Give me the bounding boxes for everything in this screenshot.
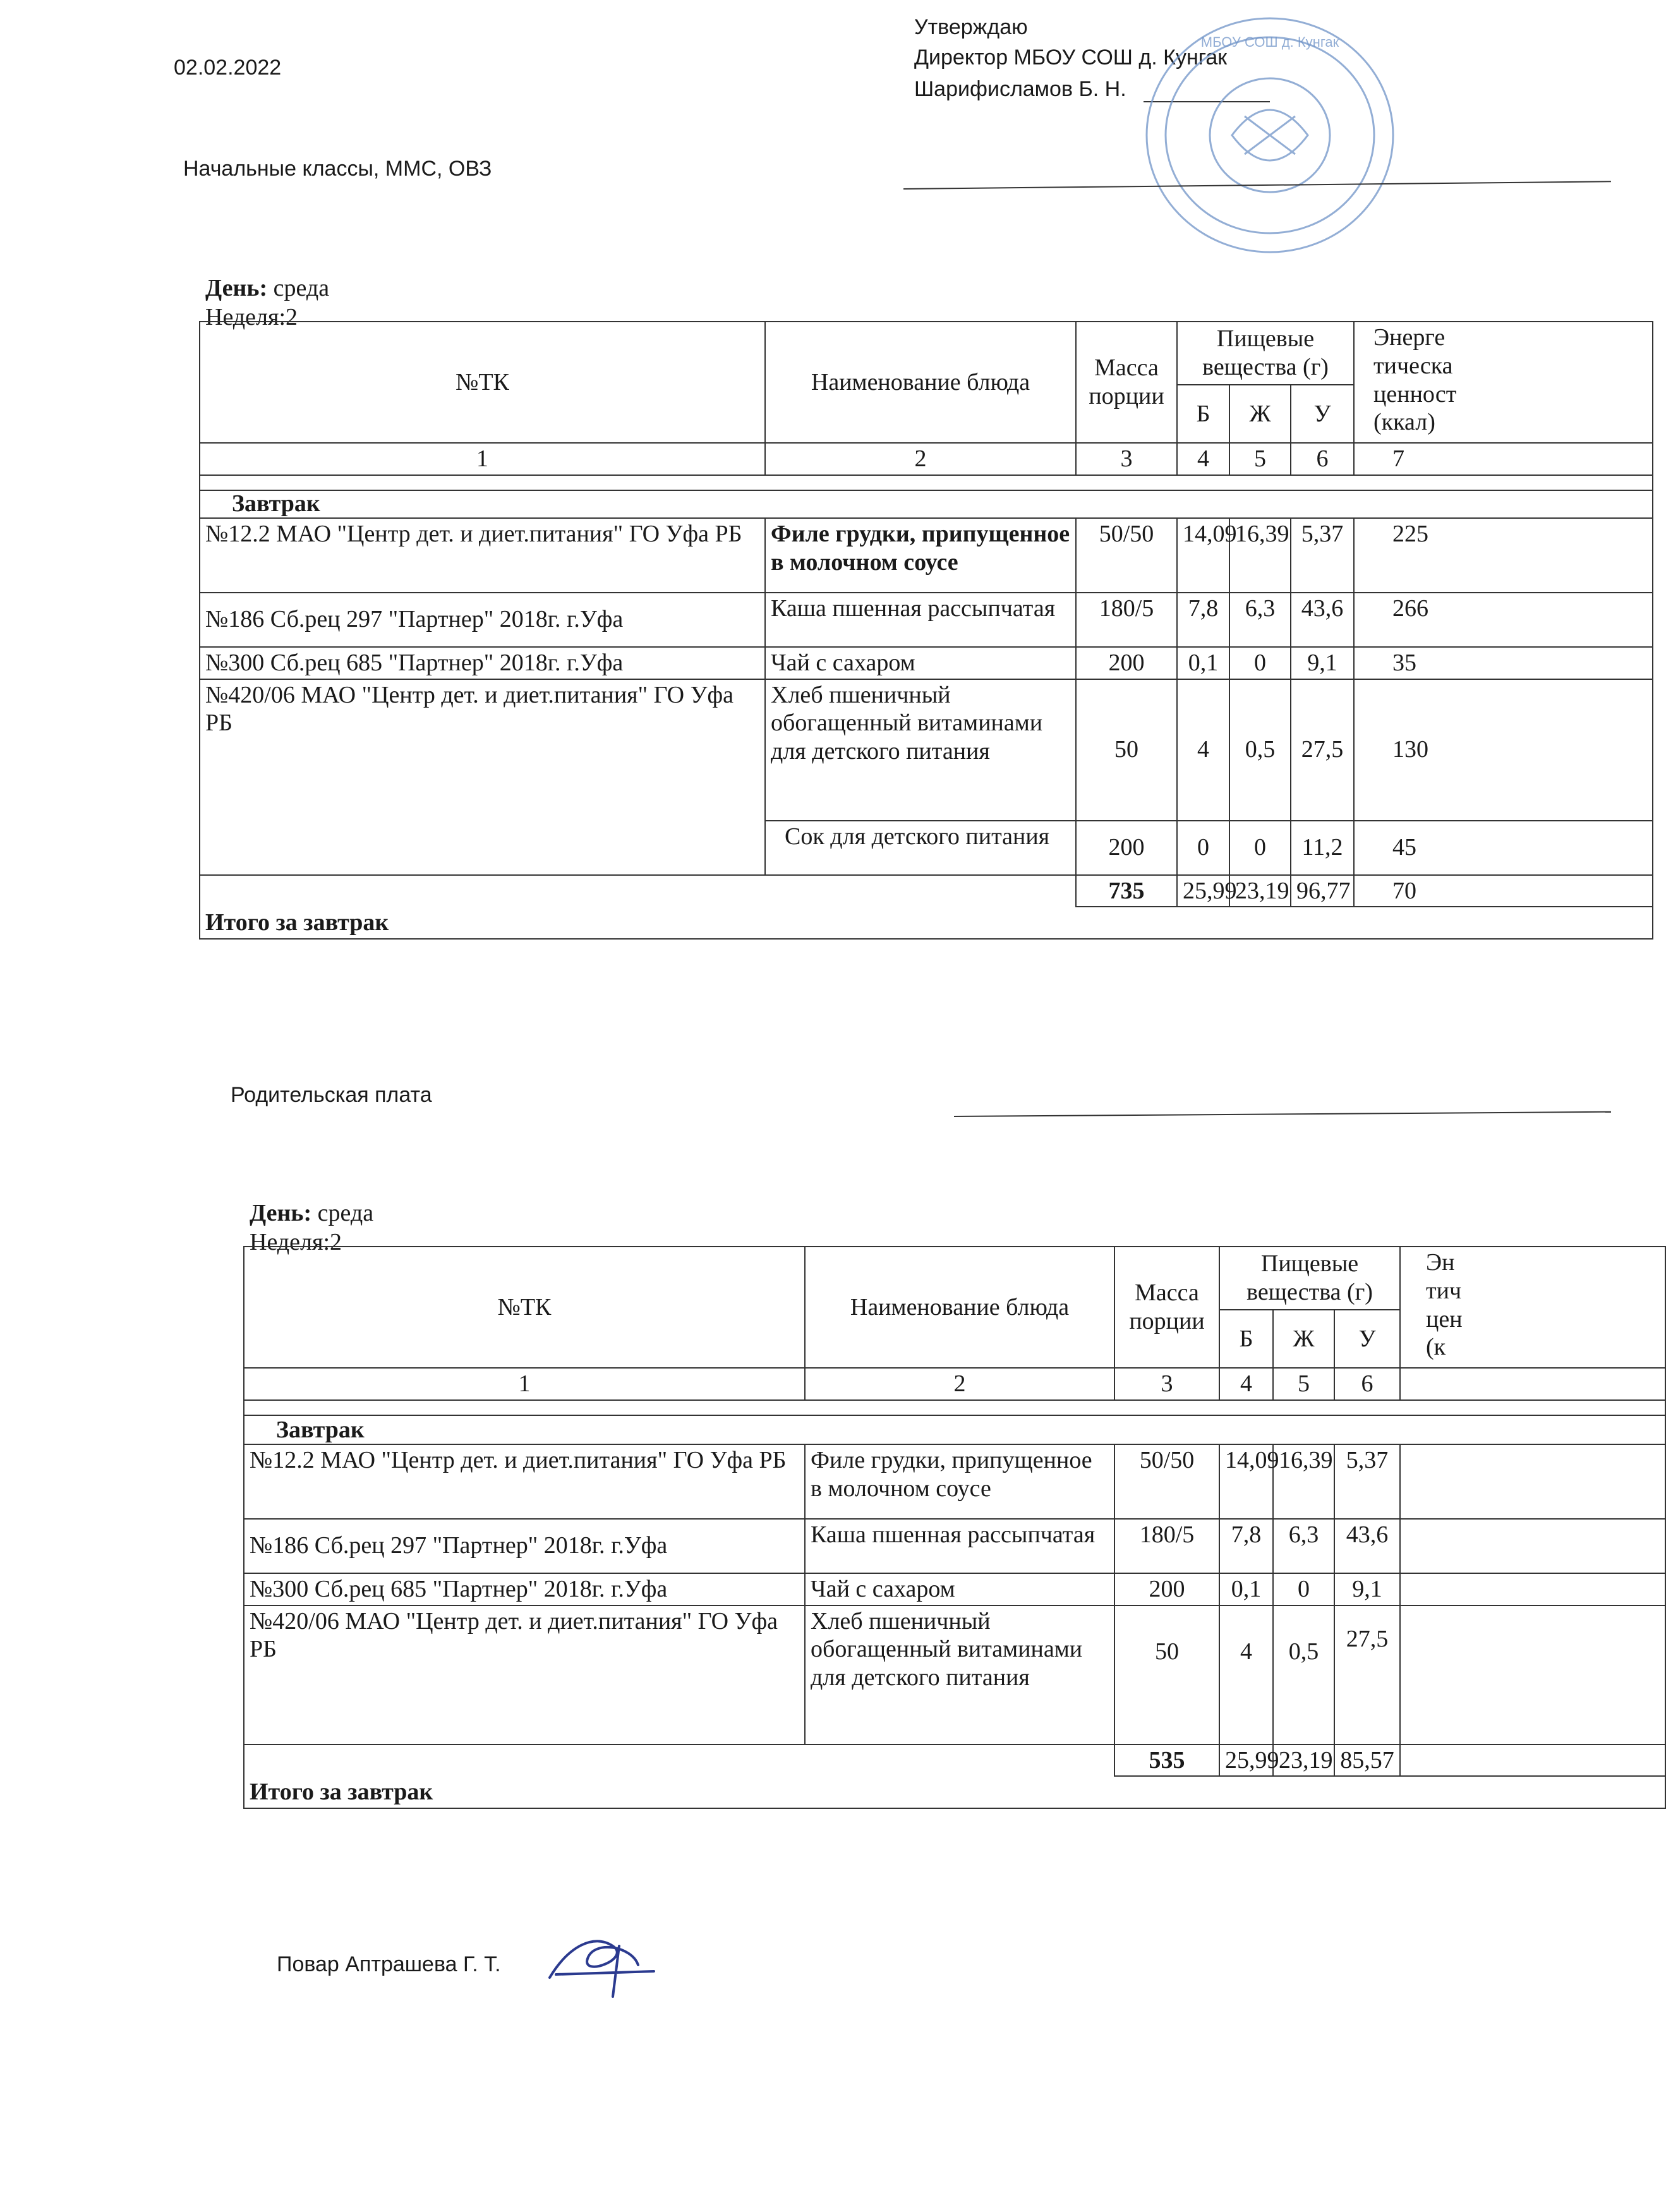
header-energy-4: (ккал)	[1373, 409, 1435, 436]
total-row	[200, 875, 1653, 907]
row-b: 14,09	[1219, 1444, 1273, 1519]
day-label-key: День:	[250, 1200, 312, 1226]
header-b: Б	[1177, 385, 1229, 443]
meal-section-title: Завтрак	[200, 490, 1653, 518]
col-num-7: 7	[1354, 443, 1653, 475]
table-row	[200, 593, 1653, 647]
parent-pay-underline	[954, 1111, 1611, 1117]
row-kcal-blank	[1400, 1519, 1665, 1573]
day-value: среда	[273, 275, 330, 301]
row-mass: 180/5	[1076, 593, 1177, 647]
row-mass: 50	[1114, 1605, 1219, 1744]
col-num-6: 6	[1291, 443, 1354, 475]
row-kcal-blank	[1400, 1573, 1665, 1605]
header-b: Б	[1219, 1310, 1273, 1368]
row-dish: Филе грудки, припущенное в молочном соусе	[765, 518, 1076, 593]
row-b: 0,1	[1177, 647, 1229, 679]
col-num-4: 4	[1219, 1368, 1273, 1400]
row-b: 4	[1177, 679, 1229, 821]
row-mass: 200	[1076, 821, 1177, 875]
row-mass: 50/50	[1076, 518, 1177, 593]
cook-signature	[543, 1908, 657, 2003]
row-mass: 50/50	[1114, 1444, 1219, 1519]
row-zh: 6,3	[1273, 1519, 1334, 1573]
row-tk: №12.2 МАО "Центр дет. и диет.питания" ГО Уфа РБ	[200, 518, 765, 593]
row-dish: Хлеб пшеничный обогащенный витаминами для детского питания	[765, 679, 1076, 821]
row-tk: №186 Сб.рец 297 "Партнер" 2018г. г.Уфа	[244, 1519, 805, 1573]
col-num-5: 5	[1229, 443, 1291, 475]
row-dish: Каша пшенная рассыпчатая	[765, 593, 1076, 647]
row-kcal: 130	[1354, 679, 1653, 821]
document-date: 02.02.2022	[174, 56, 282, 80]
row-u: 9,1	[1334, 1573, 1400, 1605]
row-dish: Филе грудки, припущенное в молочном соусе	[805, 1444, 1114, 1519]
parent-pay-label: Родительская плата	[231, 1083, 432, 1107]
day-value: среда	[317, 1200, 374, 1226]
col-num-5: 5	[1273, 1368, 1334, 1400]
category-label: Начальные классы, ММС, ОВЗ	[183, 157, 492, 181]
row-zh: 0,5	[1229, 679, 1291, 821]
total-b: 25,99	[1219, 1744, 1273, 1777]
total-zh: 23,19	[1273, 1744, 1334, 1777]
week-label-2: Неделя:2	[250, 1229, 342, 1255]
day-label-key: День:	[205, 275, 268, 301]
col-num-6: 6	[1334, 1368, 1400, 1400]
approve-position: Директор МБОУ СОШ д. Кунгак	[914, 45, 1228, 70]
col-num-1: 1	[244, 1368, 805, 1400]
row-u: 11,2	[1291, 821, 1354, 875]
total-blank	[244, 1744, 1114, 1777]
row-tk: №300 Сб.рец 685 "Партнер" 2018г. г.Уфа	[244, 1573, 805, 1605]
row-u: 5,37	[1334, 1444, 1400, 1519]
row-kcal: 35	[1354, 647, 1653, 679]
cook-label: Повар Аптрашева Г. Т.	[277, 1952, 501, 1976]
row-kcal-blank	[1400, 1444, 1665, 1519]
row-kcal-blank	[1400, 1605, 1665, 1744]
row-b: 0,1	[1219, 1573, 1273, 1605]
header-dish: Наименование блюда	[805, 1247, 1114, 1368]
header-u: У	[1334, 1310, 1400, 1368]
header-mass: Масса порции	[1114, 1247, 1219, 1368]
row-b: 7,8	[1219, 1519, 1273, 1573]
total-kcal: 70	[1354, 875, 1653, 907]
table-row	[244, 1573, 1665, 1605]
total-mass: 735	[1076, 875, 1177, 907]
col-num-3: 3	[1114, 1368, 1219, 1400]
total-row	[244, 1744, 1665, 1777]
header-energy-1: Эн	[1426, 1249, 1455, 1276]
col-num-7-blank	[1400, 1368, 1665, 1400]
table-row	[244, 1444, 1665, 1519]
row-mass: 180/5	[1114, 1519, 1219, 1573]
row-kcal: 266	[1354, 593, 1653, 647]
meal-section-title: Завтрак	[244, 1415, 1665, 1444]
table-row	[244, 1605, 1665, 1744]
header-dish: Наименование блюда	[765, 322, 1076, 443]
col-num-2: 2	[805, 1368, 1114, 1400]
row-dish: Чай с сахаром	[765, 647, 1076, 679]
total-u: 85,57	[1334, 1744, 1400, 1777]
row-kcal: 225	[1354, 518, 1653, 593]
row-mass: 200	[1076, 647, 1177, 679]
row-tk: №420/06 МАО "Центр дет. и диет.питания" ГО Уфа РБ	[244, 1605, 805, 1744]
row-u: 43,6	[1291, 593, 1354, 647]
header-tk: №ТК	[244, 1247, 805, 1368]
total-mass: 535	[1114, 1744, 1219, 1777]
total-blank	[200, 875, 1076, 907]
row-tk: №300 Сб.рец 685 "Партнер" 2018г. г.Уфа	[200, 647, 765, 679]
col-num-1: 1	[200, 443, 765, 475]
row-dish: Сок для детского питания	[765, 821, 1076, 875]
approve-name: Шарифисламов Б. Н.	[914, 77, 1126, 101]
row-mass: 50	[1076, 679, 1177, 821]
menu-table-2	[243, 1246, 1666, 1809]
total-zh: 23,19	[1229, 875, 1291, 907]
header-nutrients: Пищевые вещества (г)	[1177, 322, 1354, 385]
col-num-4: 4	[1177, 443, 1229, 475]
header-energy-2: тич	[1426, 1277, 1462, 1304]
total-label: Итого за завтрак	[200, 907, 1653, 939]
day-label-2	[250, 1199, 373, 1227]
row-mass: 200	[1114, 1573, 1219, 1605]
header-nutrients: Пищевые вещества (г)	[1219, 1247, 1400, 1310]
row-kcal: 45	[1354, 821, 1653, 875]
header-energy-4: (к	[1426, 1334, 1446, 1361]
header-energy-2: тическа	[1373, 352, 1453, 379]
approve-label: Утверждаю	[914, 15, 1028, 39]
header-u: У	[1291, 385, 1354, 443]
row-zh: 6,3	[1229, 593, 1291, 647]
header-zh: Ж	[1229, 385, 1291, 443]
week-label-1: Неделя:2	[205, 304, 298, 330]
header-energy-3: ценност	[1373, 380, 1457, 408]
row-b: 0	[1177, 821, 1229, 875]
col-num-2: 2	[765, 443, 1076, 475]
row-dish: Хлеб пшеничный обогащенный витаминами для детского питания	[805, 1605, 1114, 1744]
total-b: 25,99	[1177, 875, 1229, 907]
row-b: 4	[1219, 1605, 1273, 1744]
row-tk: №186 Сб.рец 297 "Партнер" 2018г. г.Уфа	[200, 593, 765, 647]
spacer-row	[200, 475, 1653, 490]
row-dish: Чай с сахаром	[805, 1573, 1114, 1605]
table-row	[200, 518, 1653, 593]
row-u: 9,1	[1291, 647, 1354, 679]
header-mass: Масса порции	[1076, 322, 1177, 443]
row-zh: 0	[1273, 1573, 1334, 1605]
row-u: 5,37	[1291, 518, 1354, 593]
header-tk: №ТК	[200, 322, 765, 443]
spacer-row	[244, 1400, 1665, 1415]
row-tk: №12.2 МАО "Центр дет. и диет.питания" ГО Уфа РБ	[244, 1444, 805, 1519]
total-kcal-blank	[1400, 1744, 1665, 1777]
row-zh: 16,39	[1229, 518, 1291, 593]
total-u: 96,77	[1291, 875, 1354, 907]
row-u: 27,5	[1291, 679, 1354, 821]
header-energy-1: Энерге	[1373, 324, 1446, 351]
row-tk: №420/06 МАО "Центр дет. и диет.питания" ГО Уфа РБ	[200, 679, 765, 875]
row-zh: 0	[1229, 821, 1291, 875]
table-row	[200, 679, 1653, 821]
total-label: Итого за завтрак	[244, 1776, 1665, 1808]
row-dish: Каша пшенная рассыпчатая	[805, 1519, 1114, 1573]
row-zh: 0,5	[1273, 1605, 1334, 1744]
table-row	[200, 647, 1653, 679]
row-zh: 0	[1229, 647, 1291, 679]
row-b: 14,09	[1177, 518, 1229, 593]
col-num-3: 3	[1076, 443, 1177, 475]
menu-table-1	[199, 321, 1653, 940]
row-zh: 16,39	[1273, 1444, 1334, 1519]
row-b: 7,8	[1177, 593, 1229, 647]
stamp-text: МБОУ СОШ д. Кунгак	[1200, 34, 1339, 50]
header-energy-3: цен	[1426, 1305, 1463, 1333]
day-label-1	[205, 274, 329, 302]
official-stamp	[1137, 9, 1403, 262]
table-row	[244, 1519, 1665, 1573]
row-u: 43,6	[1334, 1519, 1400, 1573]
header-zh: Ж	[1273, 1310, 1334, 1368]
row-u: 27,5	[1334, 1605, 1400, 1744]
